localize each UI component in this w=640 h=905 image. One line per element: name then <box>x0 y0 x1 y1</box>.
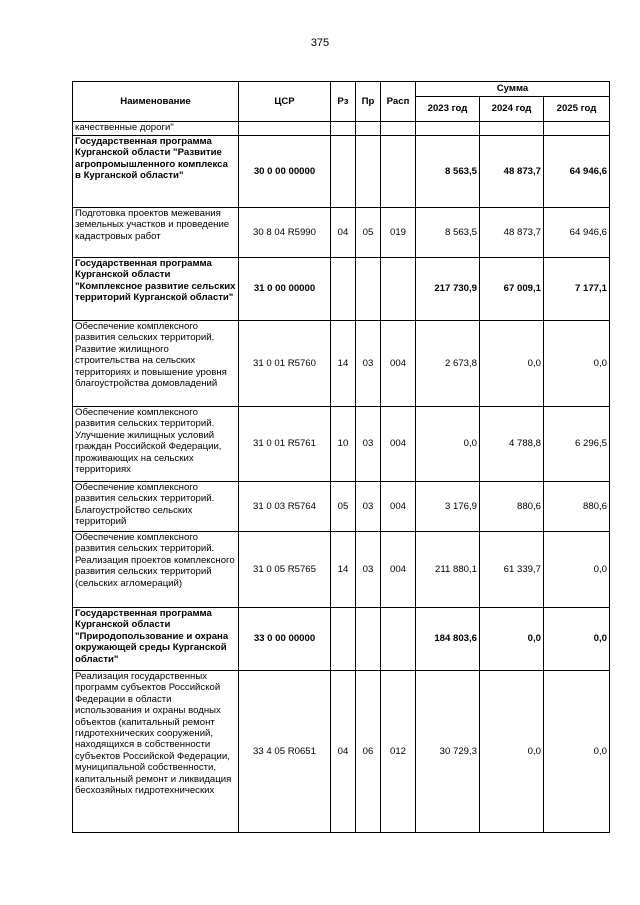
row-2024 <box>480 122 544 136</box>
row-rasp: 004 <box>381 532 416 608</box>
row-rz <box>331 608 356 671</box>
row-name: Подготовка проектов межевания земельных участков и проведение кадастровых работ <box>73 208 239 258</box>
row-rz: 04 <box>331 671 356 833</box>
row-name: Реализация государственных программ субъектов Российской Федерации в области использования и охраны водных объектов (капитальный ремонт гидротехнических сооружений, находящихся в собственности субъектов Российской Федерации, муниципальной собственности, капитальный ремонт и ликвидация бесхозяйных гидротехнических <box>73 671 239 833</box>
row-rasp: 004 <box>381 482 416 532</box>
table-row <box>73 407 610 482</box>
header-pr: Пр <box>356 82 381 122</box>
row-rz: 04 <box>331 208 356 258</box>
row-2024: 48 873,7 <box>480 208 544 258</box>
row-2025 <box>544 122 610 136</box>
row-name: Обеспечение комплексного развития сельских территорий. Реализация проектов комплексного развития сельских территорий (сельских агломераций) <box>73 532 239 608</box>
row-name: Обеспечение комплексного развития сельских территорий. Развитие жилищного строительства на сельских территориях и повышение уровня благоустройства домовладений <box>73 321 239 407</box>
row-csr: 31 0 01 R5760 <box>239 321 331 407</box>
row-csr: 33 0 00 00000 <box>239 608 331 671</box>
row-2025: 64 946,6 <box>544 208 610 258</box>
row-rz <box>331 258 356 321</box>
row-csr: 30 0 00 00000 <box>239 136 331 208</box>
row-csr <box>239 122 331 136</box>
header-summa: Сумма <box>416 82 610 97</box>
row-2024: 0,0 <box>480 321 544 407</box>
row-rasp: 019 <box>381 208 416 258</box>
row-2025: 6 296,5 <box>544 407 610 482</box>
row-2025: 0,0 <box>544 321 610 407</box>
row-csr: 31 0 03 R5764 <box>239 482 331 532</box>
row-2023: 2 673,8 <box>416 321 480 407</box>
row-2024: 4 788,8 <box>480 407 544 482</box>
row-name: Государственная программа Курганской области "Комплексное развитие сельских территорий Курганской области" <box>73 258 239 321</box>
row-2023: 211 880,1 <box>416 532 480 608</box>
row-2025: 7 177,1 <box>544 258 610 321</box>
header-rz: Рз <box>331 82 356 122</box>
row-rasp <box>381 608 416 671</box>
row-name: Государственная программа Курганской области "Развитие агропромышленного комплекса в Курганской области" <box>73 136 239 208</box>
row-2023: 217 730,9 <box>416 258 480 321</box>
table-row <box>73 122 610 136</box>
row-csr: 31 0 00 00000 <box>239 258 331 321</box>
page-number: 375 <box>310 37 330 49</box>
header-name: Наименование <box>73 82 239 122</box>
row-rasp <box>381 122 416 136</box>
header-2025: 2025 год <box>544 97 610 122</box>
budget-table <box>72 81 610 833</box>
row-2023: 8 563,5 <box>416 208 480 258</box>
row-2023: 184 803,6 <box>416 608 480 671</box>
row-2025: 0,0 <box>544 532 610 608</box>
row-csr: 31 0 05 R5765 <box>239 532 331 608</box>
row-2024: 0,0 <box>480 608 544 671</box>
row-2024: 880,6 <box>480 482 544 532</box>
row-name: Обеспечение комплексного развития сельских территорий. Улучшение жилищных условий граждан Российской Федерации, проживающих на сельских территориях <box>73 407 239 482</box>
row-2025: 64 946,6 <box>544 136 610 208</box>
row-pr <box>356 136 381 208</box>
row-rz <box>331 136 356 208</box>
table-row <box>73 208 610 258</box>
table-row <box>73 532 610 608</box>
row-pr <box>356 258 381 321</box>
row-2025: 0,0 <box>544 608 610 671</box>
row-pr: 06 <box>356 671 381 833</box>
row-pr: 03 <box>356 532 381 608</box>
row-2024: 0,0 <box>480 671 544 833</box>
row-pr: 05 <box>356 208 381 258</box>
row-csr: 30 8 04 R5990 <box>239 208 331 258</box>
row-2023: 0,0 <box>416 407 480 482</box>
row-2025: 0,0 <box>544 671 610 833</box>
row-rasp: 004 <box>381 321 416 407</box>
row-csr: 33 4 05 R0651 <box>239 671 331 833</box>
row-rz: 14 <box>331 532 356 608</box>
row-rz: 10 <box>331 407 356 482</box>
row-2023: 3 176,9 <box>416 482 480 532</box>
table-row <box>73 136 610 208</box>
header-2024: 2024 год <box>480 97 544 122</box>
row-pr: 03 <box>356 482 381 532</box>
row-rz: 14 <box>331 321 356 407</box>
row-rasp <box>381 258 416 321</box>
row-pr: 03 <box>356 407 381 482</box>
row-csr: 31 0 01 R5761 <box>239 407 331 482</box>
row-pr <box>356 122 381 136</box>
table-row <box>73 258 610 321</box>
row-2023: 30 729,3 <box>416 671 480 833</box>
header-row-top <box>73 82 610 97</box>
header-csr: ЦСР <box>239 82 331 122</box>
table-row <box>73 671 610 833</box>
row-rasp: 012 <box>381 671 416 833</box>
table-row <box>73 482 610 532</box>
header-rasp: Расп <box>381 82 416 122</box>
row-name: Государственная программа Курганской области "Природопользование и охрана окружающей среды Курганской области" <box>73 608 239 671</box>
row-rasp: 004 <box>381 407 416 482</box>
row-rz: 05 <box>331 482 356 532</box>
row-2025: 880,6 <box>544 482 610 532</box>
row-name: Обеспечение комплексного развития сельских территорий. Благоустройство сельских территорий <box>73 482 239 532</box>
table-row <box>73 608 610 671</box>
row-2024: 67 009,1 <box>480 258 544 321</box>
row-2023: 8 563,5 <box>416 136 480 208</box>
row-pr <box>356 608 381 671</box>
row-rasp <box>381 136 416 208</box>
row-rz <box>331 122 356 136</box>
table-row <box>73 321 610 407</box>
row-2023 <box>416 122 480 136</box>
row-name: качественные дороги" <box>73 122 239 136</box>
row-pr: 03 <box>356 321 381 407</box>
row-2024: 48 873,7 <box>480 136 544 208</box>
row-2024: 61 339,7 <box>480 532 544 608</box>
header-2023: 2023 год <box>416 97 480 122</box>
